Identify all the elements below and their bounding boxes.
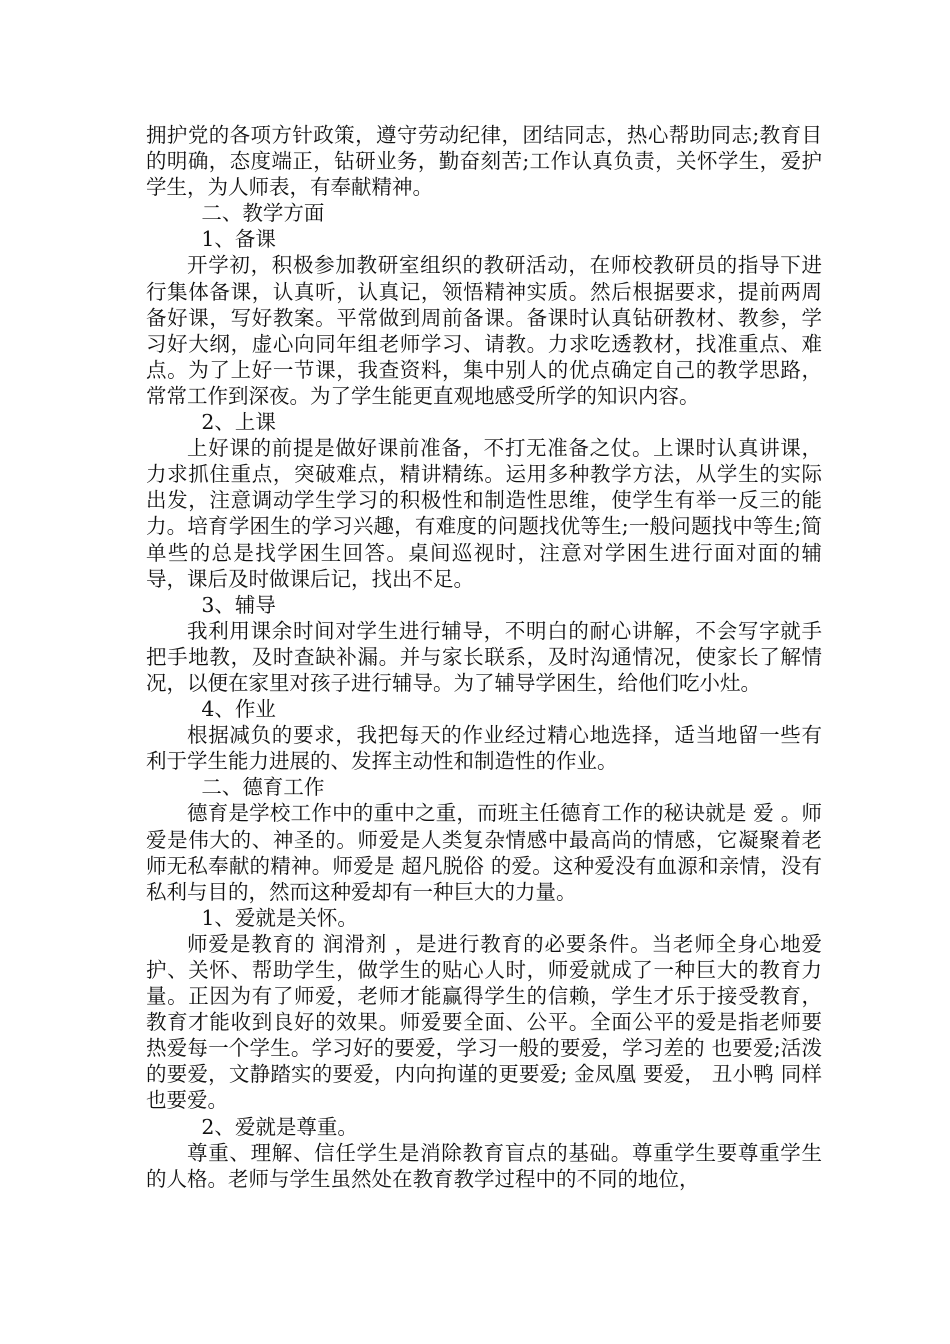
section-heading: 1、备课 [201, 227, 276, 252]
section-heading: 4、作业 [201, 697, 276, 722]
document-page [146, 122, 822, 1192]
section-heading: 二、德育工作 [201, 775, 325, 800]
section-heading: 1、爱就是关怀。 [201, 905, 358, 930]
body-paragraph: 上好课的前提是做好课前准备，不打无准备之仗。上课时认真讲课，力求抓住重点，突破难点，精讲精练。运用多种教学方法，从学生的实际出发，注意调动学生学习的积极性和制造性思维，使学生有举一反三的能力。培育学困生的学习兴趣，有难度的问题找优等生;一般问题找中等生;简单些的总是找学困生回答。桌间巡视时，注意对学困生进行面对面的辅导，课后及时做课后记，找出不足。 [146, 436, 822, 591]
section-heading: 二、教学方面 [201, 201, 325, 226]
body-paragraph: 德育是学校工作中的重中之重，而班主任德育工作的秘诀就是 爱 。师爱是伟大的、神圣的。师爱是人类复杂情感中最高尚的情感，它凝聚着老师无私奉献的精神。师爱是 超凡脱俗 的爱。这种爱没有血源和亲情，没有私利与目的，然而这种爱却有一种巨大的力量。 [146, 801, 822, 904]
section-heading: 2、上课 [201, 410, 276, 435]
section-heading: 3、辅导 [201, 592, 276, 617]
body-paragraph: 根据减负的要求，我把每天的作业经过精心地选择，适当地留一些有利于学生能力进展的、发挥主动性和制造性的作业。 [146, 723, 822, 774]
body-paragraph: 拥护党的各项方针政策，遵守劳动纪律，团结同志，热心帮助同志;教育目的明确，态度端正，钻研业务，勤奋刻苦;工作认真负责，关怀学生，爱护学生，为人师表，有奉献精神。 [146, 123, 822, 200]
body-paragraph: 我利用课余时间对学生进行辅导，不明白的耐心讲解，不会写字就手把手地教，及时查缺补漏。并与家长联系，及时沟通情况，使家长了解情况，以便在家里对孩子进行辅导。为了辅导学困生，给他们吃小灶。 [146, 618, 822, 695]
body-paragraph: 尊重、理解、信任学生是消除教育盲点的基础。尊重学生要尊重学生的人格。老师与学生虽然处在教育教学过程中的不同的地位， [146, 1140, 822, 1191]
body-paragraph: 开学初，积极参加教研室组织的教研活动，在师校教研员的指导下进行集体备课，认真听，认真记，领悟精神实质。然后根据要求，提前两周备好课，写好教案。平常做到周前备课。备课时认真钻研教材、教参，学习好大纲，虚心向同年组老师学习、请教。力求吃透教材，找准重点、难点。为了上好一节课，我查资料，集中别人的优点确定自己的教学思路，常常工作到深夜。为了学生能更直观地感受所学的知识内容。 [146, 253, 822, 408]
body-paragraph: 师爱是教育的 润滑剂 ，是进行教育的必要条件。当老师全身心地爱护、关怀、帮助学生，做学生的贴心人时，师爱就成了一种巨大的教育力量。正因为有了师爱，老师才能赢得学生的信赖，学生才乐于接受教育，教育才能收到良好的效果。师爱要全面、公平。全面公平的爱是指老师要热爱每一个学生。学习好的要爱，学习一般的要爱，学习差的 也要爱;活泼的要爱，文静踏实的要爱，内向拘谨的更要爱; 金凤凰 要爱， 丑小鸭 同样也要爱。 [146, 931, 822, 1113]
section-heading: 2、爱就是尊重。 [201, 1114, 358, 1139]
